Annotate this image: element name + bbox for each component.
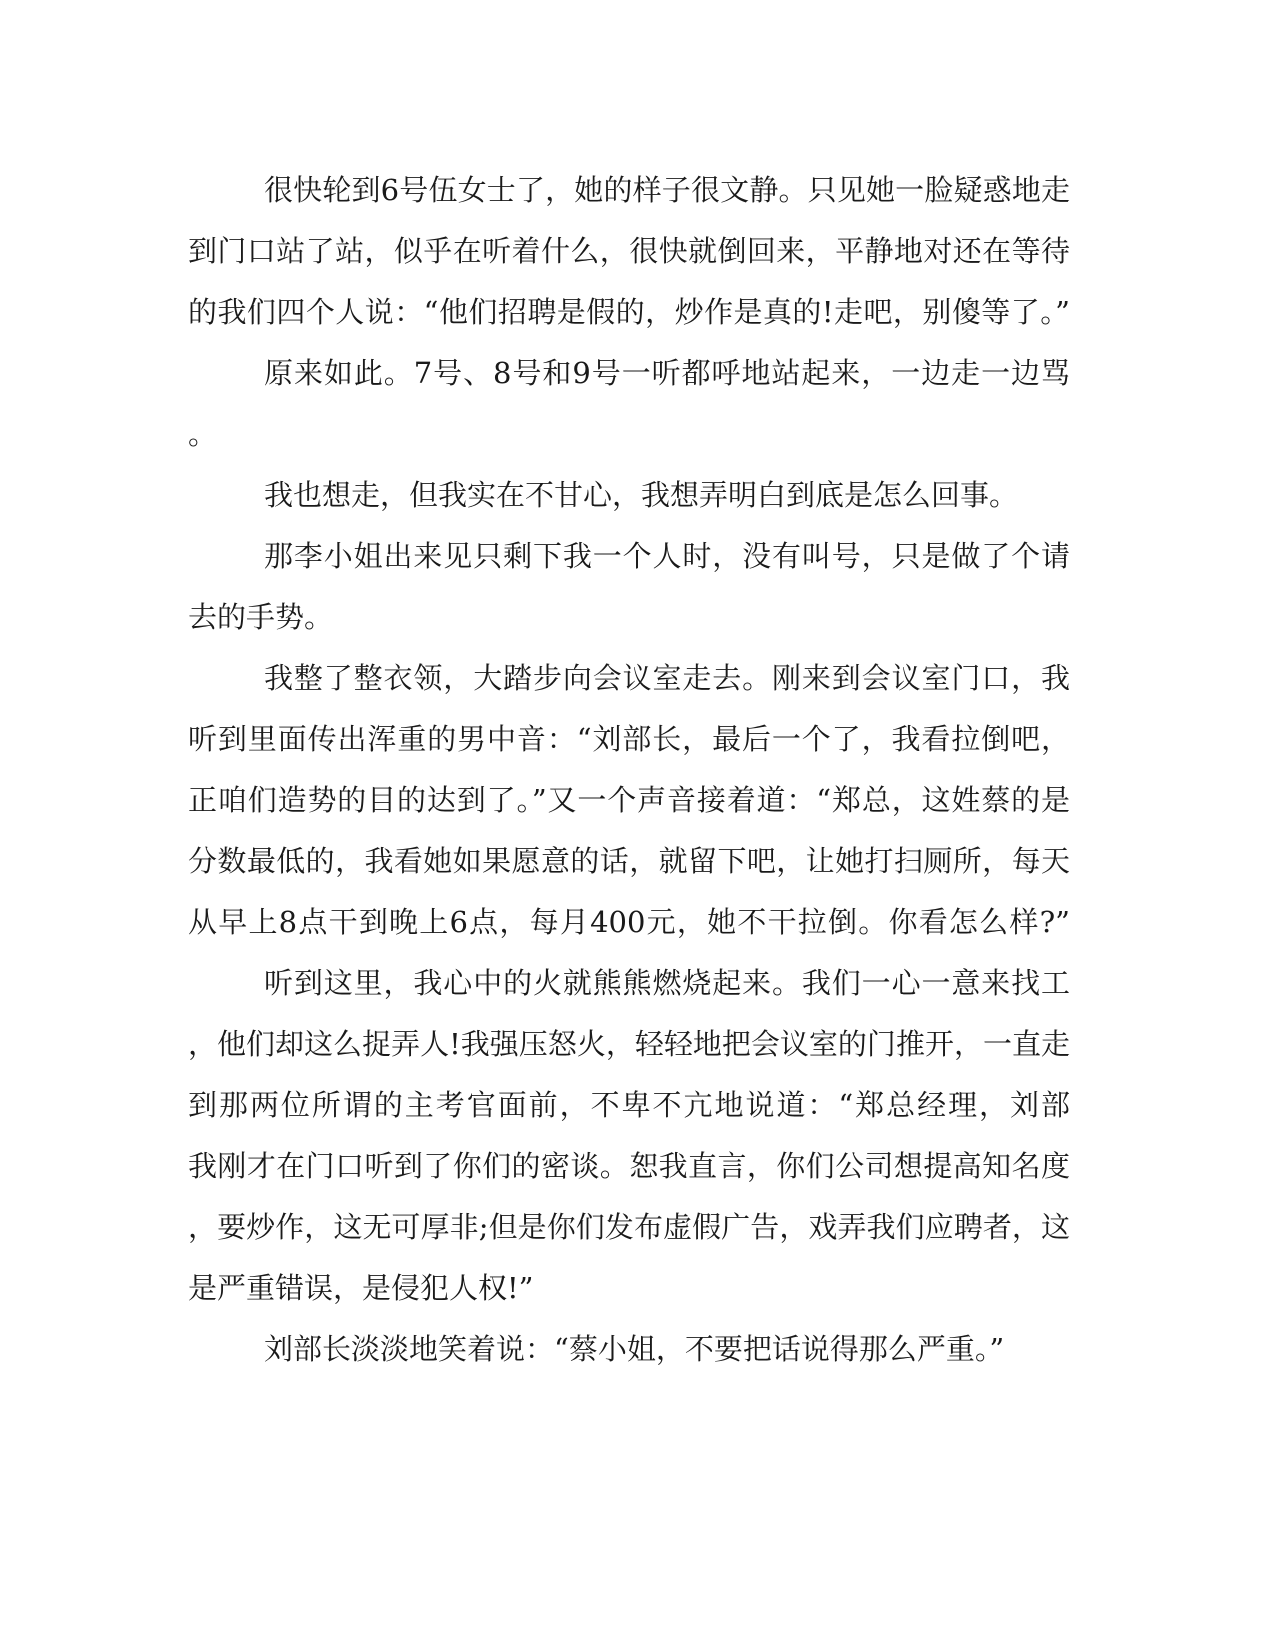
text-line: 的我们四个人说：“他们招聘是假的，炒作是真的!走吧，别傻等了。” — [188, 295, 1070, 329]
text-line: 我也想走，但我实在不甘心，我想弄明白到底是怎么回事。 — [264, 478, 1019, 512]
text-line: 分数最低的，我看她如果愿意的话，就留下吧，让她打扫厕所，每天 — [188, 844, 1070, 878]
text-line: 去的手势。 — [188, 600, 334, 634]
text-line: 正咱们造势的目的达到了。”又一个声音接着道：“郑总，这姓蔡的是 — [188, 783, 1070, 817]
body-text — [188, 160, 1088, 1380]
text-line: ，他们却这么捉弄人!我强压怒火，轻轻地把会议室的门推开，一直走 — [188, 1027, 1070, 1061]
text-line: 我整了整衣领，大踏步向会议室走去。刚来到会议室门口，我 — [264, 661, 1070, 695]
text-line: 很快轮到6号伍女士了，她的样子很文静。只见她一脸疑惑地走 — [264, 173, 1070, 207]
text-line: 从早上8点干到晚上6点，每月400元，她不干拉倒。你看怎么样?” — [188, 905, 1070, 939]
text-line: 听到这里，我心中的火就熊熊燃烧起来。我们一心一意来找工 — [264, 966, 1070, 1000]
text-line: 。 — [188, 417, 218, 451]
text-line: 那李小姐出来见只剩下我一个人时，没有叫号，只是做了个请 — [264, 539, 1070, 573]
text-line: 到那两位所谓的主考官面前，不卑不亢地说道：“郑总经理，刘部 — [188, 1088, 1070, 1122]
text-line: 是严重错误，是侵犯人权!” — [188, 1271, 534, 1305]
text-line: 原来如此。7号、8号和9号一听都呼地站起来，一边走一边骂 — [264, 356, 1070, 390]
text-line: 我刚才在门口听到了你们的密谈。恕我直言，你们公司想提高知名度 — [188, 1149, 1070, 1183]
text-line: 到门口站了站，似乎在听着什么，很快就倒回来，平静地对还在等待 — [188, 234, 1070, 268]
text-line: ，要炒作，这无可厚非;但是你们发布虚假广告，戏弄我们应聘者，这 — [188, 1210, 1070, 1244]
text-line: 听到里面传出浑重的男中音：“刘部长，最后一个了，我看拉倒吧， — [188, 722, 1070, 756]
text-line: 刘部长淡淡地笑着说：“蔡小姐，不要把话说得那么严重。” — [264, 1332, 1005, 1366]
